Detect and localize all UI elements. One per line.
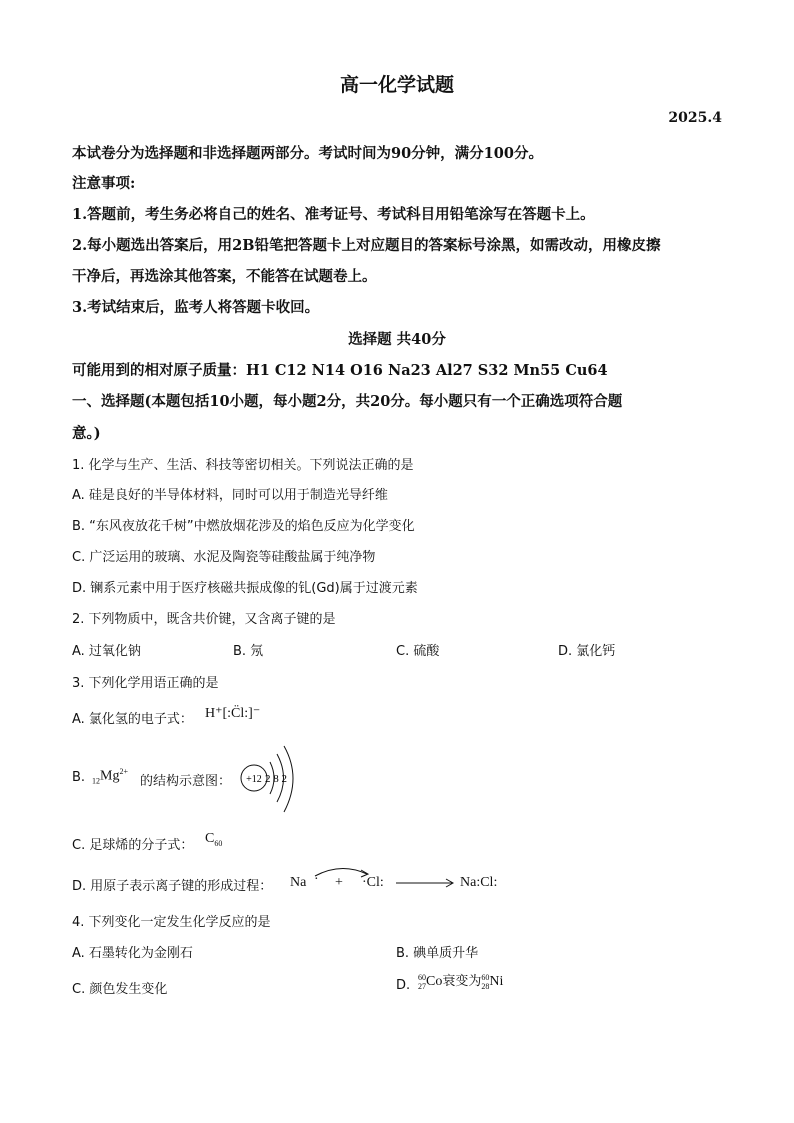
notice-item-3: 3.考试结束后，监考人将答题卡收回。 — [72, 299, 320, 316]
na-atom: Na — [290, 875, 307, 890]
q4-decay-expression: 60 27Co衰变为60 28Ni — [418, 973, 504, 991]
q3-option-d-label: D. 用原子表示离子键的形成过程： — [72, 879, 273, 894]
exam-date: 2025.4 — [668, 110, 722, 126]
part1-heading: 一、选择题(本题包括10小题，每小题2分，共20分。每小题只有一个正确选项符合题 — [72, 393, 623, 410]
q3-mg-element: Mg — [100, 768, 120, 784]
na-electron-dot: · — [314, 872, 319, 887]
notice-item-1: 1.答题前，考生务必将自己的姓名、准考证号、考试科目用铅笔涂写在答题卡上。 — [72, 206, 595, 223]
q3-stem: 3. 下列化学用语正确的是 — [72, 676, 219, 691]
notice-item-2a: 2.每小题选出答案后，用2B铅笔把答题卡上对应题目的答案标号涂黑，如需改动，用橡皮擦 — [72, 237, 661, 254]
mg-ion-structure-diagram — [236, 740, 306, 820]
section-heading: 选择题 共40分 — [348, 331, 446, 348]
nucleus-charge: +12 — [246, 774, 262, 785]
q2-option-d: D. 氯化钙 — [558, 644, 616, 659]
page-title: 高一化学试题 — [339, 74, 454, 96]
q4-option-c: C. 颜色发生变化 — [72, 982, 168, 997]
atomic-masses: 可能用到的相对原子质量：H1 C12 N14 O16 Na23 Al27 S32 Mn55 Cu64 — [72, 362, 608, 379]
plus-sign: + — [335, 875, 343, 890]
part1-heading-cont: 意。) — [72, 425, 101, 442]
cl-atom: ·Cl: — [362, 875, 384, 890]
q3-mg-charge: 2+ — [119, 767, 128, 776]
q3-option-b-label: B. — [72, 770, 86, 785]
q2-option-a: A. 过氧化钠 — [72, 644, 141, 659]
q2-option-b: B. 氖 — [233, 644, 264, 659]
notice-item-2b: 干净后，再选涂其他答案，不能答在试题卷上。 — [72, 268, 377, 285]
q2-stem: 2. 下列物质中，既含共价键，又含离子键的是 — [72, 612, 336, 627]
q3-option-a-label: A. 氯化氢的电子式： — [72, 712, 193, 727]
q1-option-d: D. 镧系元素中用于医疗核磁共振成像的钆(Gd)属于过渡元素 — [72, 581, 418, 596]
q3-option-b-text: 的结构示意图： — [140, 774, 232, 789]
q3-fullerene-formula — [205, 831, 222, 848]
q3-mg-ion-symbol — [92, 767, 128, 785]
q4-stem: 4. 下列变化一定发生化学反应的是 — [72, 915, 271, 930]
notice-heading: 注意事项: — [72, 175, 136, 192]
nacl-product: Na:Cl: — [460, 875, 498, 890]
q2-option-c: C. 硫酸 — [396, 644, 440, 659]
q1-option-b: B. “东风夜放花千树”中燃放烟花涉及的焰色反应为化学变化 — [72, 519, 415, 534]
q3-fullerene-subscript: 60 — [214, 838, 223, 848]
q3-option-c-label: C. 足球烯的分子式： — [72, 838, 194, 853]
intro-text: 本试卷分为选择题和非选择题两部分。考试时间为90分钟，满分100分。 — [72, 145, 543, 162]
shell-electron-counts: 2 8 2 — [265, 773, 287, 785]
q1-option-a: A. 硅是良好的半导体材料，同时可以用于制造光导纤维 — [72, 488, 388, 503]
q4-option-d-label: D. — [396, 978, 411, 993]
reaction-arrow — [396, 878, 456, 888]
q4-option-a: A. 石墨转化为金刚石 — [72, 946, 193, 961]
q4-option-b: B. 碘单质升华 — [396, 946, 479, 961]
q3-fullerene-element: C — [205, 831, 215, 846]
q1-option-c: C. 广泛运用的玻璃、水泥及陶瓷等硅酸盐属于纯净物 — [72, 550, 376, 565]
q3-mg-atomic-number: 12 — [92, 776, 100, 786]
q3-hcl-electron-formula: H⁺[:C̈l:]⁻ — [205, 706, 261, 721]
q1-stem: 1. 化学与生产、生活、科技等密切相关。下列说法正确的是 — [72, 458, 414, 473]
